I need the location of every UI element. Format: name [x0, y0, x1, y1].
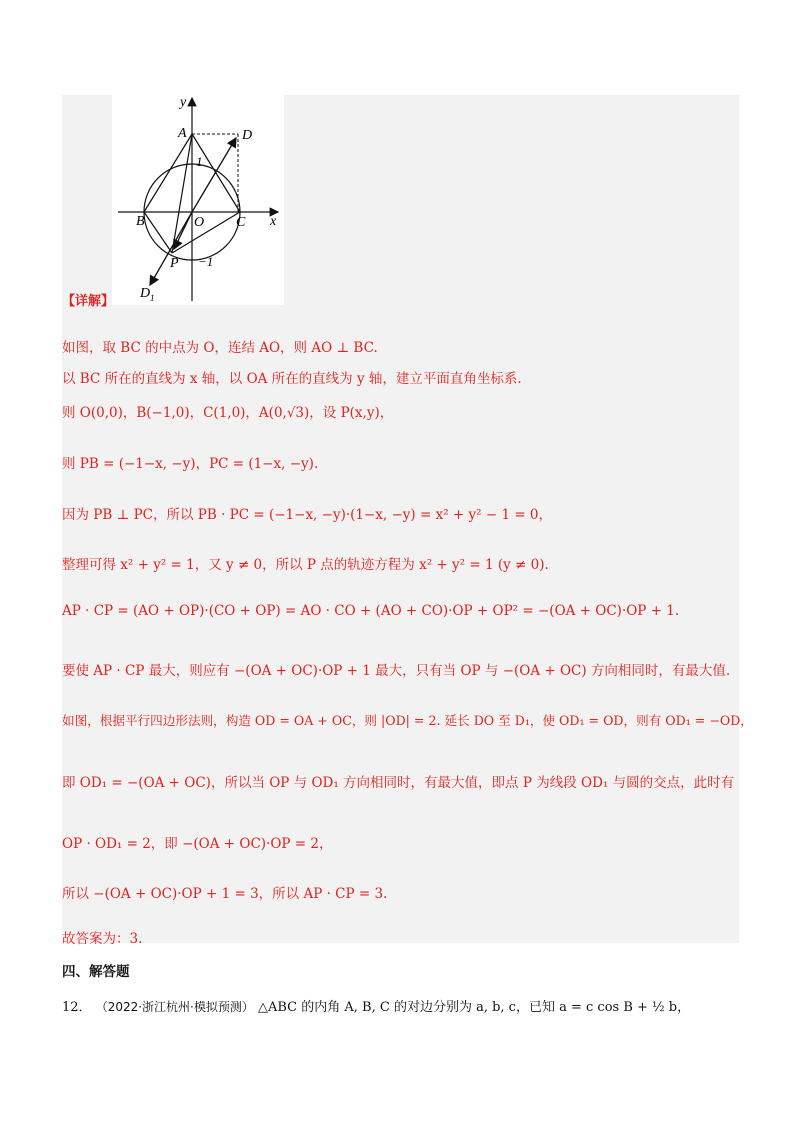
- section-title: 四、解答题: [62, 964, 130, 980]
- label-c: C: [236, 215, 246, 230]
- label-one: 1: [196, 154, 203, 169]
- solution-line-4: 则 PB = (−1−x, −y)，PC = (1−x, −y).: [62, 456, 319, 472]
- solution-line-12: 所以 −(OA + OC)·OP + 1 = 3，所以 AP · CP = 3.: [62, 886, 388, 902]
- solution-line-10: 即 OD₁ = −(OA + OC)，所以当 OP 与 OD₁ 方向相同时，有最大值，即点 P 为线段 OD₁ 与圆的交点，此时有: [62, 775, 735, 791]
- label-d1-sub: 1: [150, 293, 155, 303]
- coordinate-diagram: [112, 95, 284, 305]
- geometry-figure: [112, 95, 284, 305]
- label-o: O: [194, 215, 205, 230]
- question-source: （2022·浙江杭州·模拟预测）: [95, 1000, 254, 1014]
- label-neg-one: −1: [198, 254, 214, 269]
- detail-tag: 【详解】: [62, 294, 115, 309]
- solution-line-13: 故答案为：3.: [62, 931, 143, 947]
- label-d: D: [242, 128, 253, 143]
- question-text: △ABC 的内角 A, B, C 的对边分别为 a, b, c，已知 a = c cos B + ½ b，: [258, 1000, 691, 1015]
- label-b: B: [136, 214, 145, 229]
- solution-line-8: 要使 AP · CP 最大，则应有 −(OA + OC)·OP + 1 最大，只有当 OP 与 −(OA + OC) 方向相同时，有最大值.: [62, 663, 731, 679]
- vector-od: [192, 138, 236, 212]
- solution-line-11: OP · OD₁ = 2，即 −(OA + OC)·OP = 2，: [62, 836, 333, 852]
- solution-line-5: 因为 PB ⊥ PC，所以 PB · PC = (−1−x, −y)·(1−x, −y) = x² + y² − 1 = 0，: [62, 507, 553, 523]
- solution-line-2: 以 BC 所在的直线为 x 轴，以 OA 所在的直线为 y 轴，建立平面直角坐标系.: [62, 371, 522, 387]
- label-a: A: [178, 126, 187, 141]
- solution-line-6: 整理可得 x² + y² = 1，又 y ≠ 0，所以 P 点的轨迹方程为 x² + y² = 1 (y ≠ 0).: [62, 557, 549, 573]
- solution-line-3: 则 O(0,0)，B(−1,0)，C(1,0)，A(0,√3)，设 P(x,y)，: [62, 405, 394, 421]
- segment-ap: [172, 134, 192, 253]
- segment-ab: [144, 134, 192, 212]
- label-y: y: [180, 95, 187, 110]
- label-p: P: [170, 256, 179, 271]
- label-x: x: [270, 214, 277, 229]
- vector-op: [174, 212, 192, 249]
- question-number: 12．: [62, 1000, 92, 1015]
- question-12: [62, 996, 690, 1015]
- vector-od1: [150, 212, 192, 285]
- solution-line-9: 如图，根据平行四边形法则，构造 OD = OA + OC，则 |OD| = 2. 延长 DO 至 D₁，使 OD₁ = OD，则有 OD₁ = −OD，: [62, 713, 753, 728]
- solution-line-7: AP · CP = (AO + OP)·(CO + OP) = AO · CO + (AO + CO)·OP + OP² = −(OA + OC)·OP + 1.: [62, 603, 680, 619]
- label-d1: D: [140, 286, 151, 301]
- solution-line-1: 如图，取 BC 的中点为 O，连结 AO，则 AO ⊥ BC.: [62, 340, 378, 356]
